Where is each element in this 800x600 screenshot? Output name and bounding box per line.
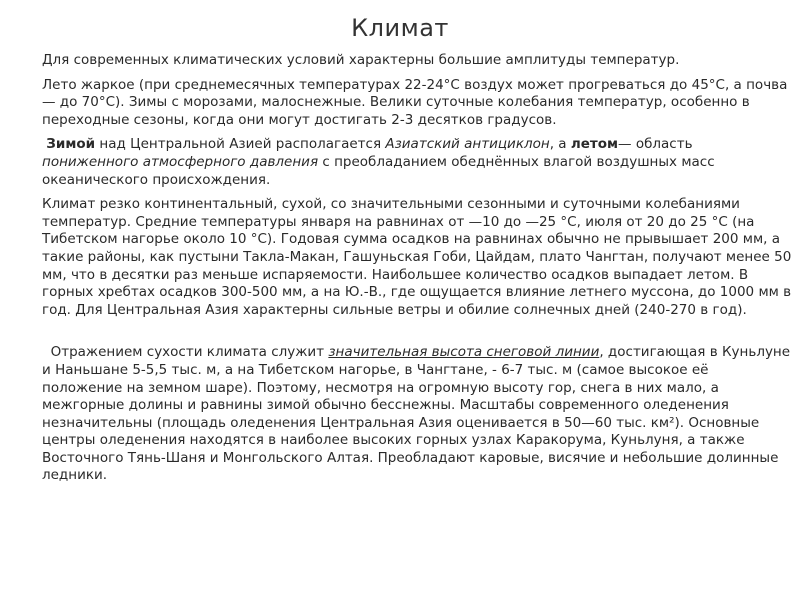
- paragraph-snowline: [42, 344, 792, 485]
- text-fragment: , достигающая в Куньлуне и Наньшане 5-5,5 тыс. м, а на Тибетском нагорье, в Чангтане, - 6-7 тыс. м (самое высокое её положение на земном шаре). Поэтому, несмотря на огромную высоту гор, снега в них мало, а межгорные долины и равнины зимой обычно бесснежны. Масштабы современного оледенения незначительны (площадь оледенения Центральная Азия оценивается в 50—60 тыс. км²). Основные центры оледенения находятся в наиболее высоких горных узлах Каракорума, Куньлуня, а также Восточного Тянь-Шаня и Монгольского Алтая. Преобладают каровые, висячие и небольшие долинные ледники.: [42, 344, 791, 484]
- text-fragment: — область: [618, 136, 693, 153]
- text-fragment: Отражением сухости климата служит: [42, 344, 329, 361]
- text-fragment: с преобладанием обеднённых влагой воздушных масс океанического происхождения.: [42, 153, 715, 188]
- text-fragment: над Центральной Азией располагается: [95, 136, 386, 153]
- slide-title: Климат: [351, 14, 449, 42]
- paragraph-continental: Климат резко континентальный, сухой, со значительными сезонными и суточными колебаниями температур. Средние температуры января на равнинах от —10 до —25 °С, июля от 20 до 25 °С (на Тибетском нагорье около 10 °С). Годовая сумма осадков на равнинах обычно не прывышает 200 мм, а такие районы, как пустыни Такла-Макан, Гашуньская Гоби, Цайдам, плато Чангтан, получают менее 50 мм, что в десятки раз меньше испаряемости. Наибольшее количество осадков выпадает летом. В горных хребтах осадков 300-500 мм, а на Ю.-В., где ощущается влияние летнего муссона, до 1000 мм в год. Для Центральная Азия характерны сильные ветры и обилие солнечных дней (240-270 в год).: [42, 196, 792, 318]
- term-winter: Зимой: [46, 136, 96, 153]
- paragraph-summer-winter: Лето жаркое (при среднемесячных температурах 22-24°С воздух может прогреваться до 45°С, а почва — до 70°С). Зимы с морозами, малоснежные. Велики суточные колебания температур, особенно в переходные сезоны, когда они могут достигать 2-3 десятков градусов.: [42, 76, 788, 128]
- text-fragment: , а: [549, 136, 571, 153]
- paragraph-pressure: [42, 136, 792, 189]
- term-anticyclone: Азиатский антициклон: [385, 136, 550, 153]
- term-summer: летом: [570, 136, 619, 153]
- paragraph-amplitudes: Для современных климатических условий характерны большие амплитуды температур.: [42, 52, 680, 68]
- term-snowline: значительная высота снеговой линии: [328, 344, 600, 361]
- term-low-pressure: пониженного атмосферного давления: [42, 153, 319, 170]
- slide-body: [42, 52, 792, 492]
